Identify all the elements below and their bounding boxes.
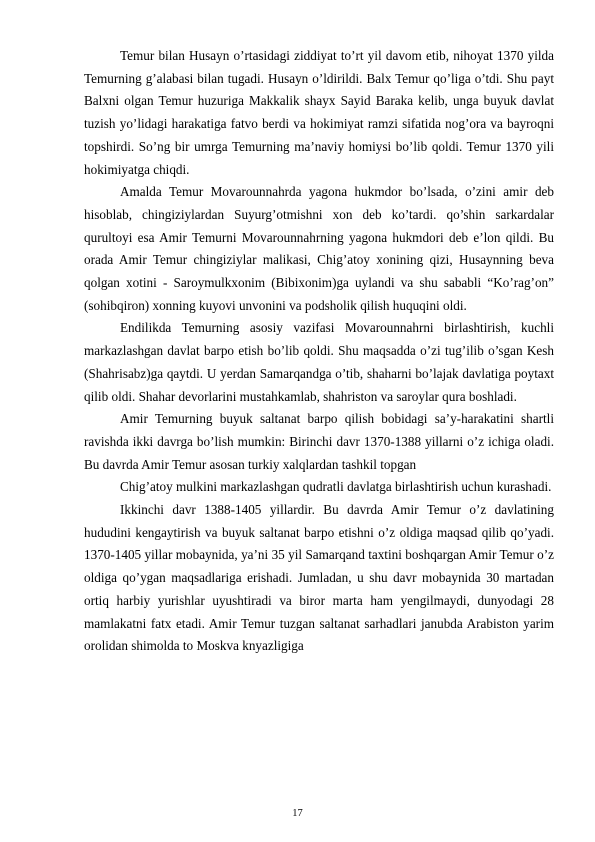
- paragraph: Chig’atoy mulkini markazlashgan qudratli davlatga birlashtirish uchun kurashadi.: [120, 479, 552, 495]
- paragraph: Ikkinchi davr 1388-1405 yillardir. Bu davrda Amir Temur o’z davlatining hududini kengaytirish va buyuk saltanat barpo etishni o’z oldiga maqsad qilib qo’yadi. 1370-1405 yillar mobaynida, ya’ni 35 yil Samarqand taxtini boshqargan Amir Temur o’z oldiga qo’ygan maqsadlariga erishadi. Jumladan, u shu davr mobaynida 30 martadan ortiq harbiy yurishlar uyushtiradi va biror marta ham yengilmaydi, dunyodagi 28 mamlakatni fatx etadi. Amir Temur tuzgan saltanat sarhadlari janubda Arabiston yarim orolidan shimolda to Moskva knyazligiga: [84, 502, 554, 654]
- paragraph: Amir Temurning buyuk saltanat barpo qilish bobidagi sa’y-harakatini shartli ravishda ikki davrga bo’lish mumkin: Birinchi davr 1370-1388 yillarni o’z ichiga oladi. Bu davrda Amir Temur asosan turkiy xalqlardan tashkil topgan: [84, 411, 554, 472]
- paragraph: Endilikda Temurning asosiy vazifasi Movarounnahrni birlashtirish, kuchli markazlashgan davlat barpo etish bo’lib qoldi. Shu maqsadda o’zi tug’ilib o’sgan Kesh (Shahrisabz)ga qaytdi. U yerdan Samarqandga o’tib, shaharni bo’lajak davlatiga poytaxt qilib oldi. Shahar devorlarini mustahkamlab, shahriston va saroylar qura boshladi.: [84, 320, 554, 404]
- paragraph: Temur bilan Husayn o’rtasidagi ziddiyat to’rt yil davom etib, nihoyat 1370 yilda Temurning g’alabasi bilan tugadi. Husayn o’ldirildi. Balx Temur qo’liga o’tdi. Shu payt Balxni olgan Temur huzuriga Makkalik shayx Sayid Baraka kelib, unga buyuk davlat tuzish yo’lidagi harakatiga fatvo berdi va hokimiyat ramzi sifatida nog’ora va bayroqni topshirdi. So’ng bir umrga Temurning ma’naviy homiysi bo’lib qoldi. Temur 1370 yili hokimiyatga chiqdi.: [84, 48, 554, 177]
- paragraph: Amalda Temur Movarounnahrda yagona hukmdor bo’lsada, o’zini amir deb hisoblab, chingiziylardan Suyurg’otmishni xon deb ko’tardi. qo’shin sarkardalar qurultoyi esa Amir Temurni Movarounnahrning yagona hukmdori deb e’lon qildi. Bu orada Amir Temur chingiziylar malikasi, Chig’atoy xonining qizi, Husaynning beva qolgan xotini - Saroymulkxonim (Bibixonim)ga uylandi va shu sababli “Ko’rag’on” (sohibqiron) xonning kuyovi unvonini va podsholik qilish huquqini oldi.: [84, 184, 554, 313]
- page-number: 17: [292, 808, 303, 819]
- body-text: [84, 45, 554, 658]
